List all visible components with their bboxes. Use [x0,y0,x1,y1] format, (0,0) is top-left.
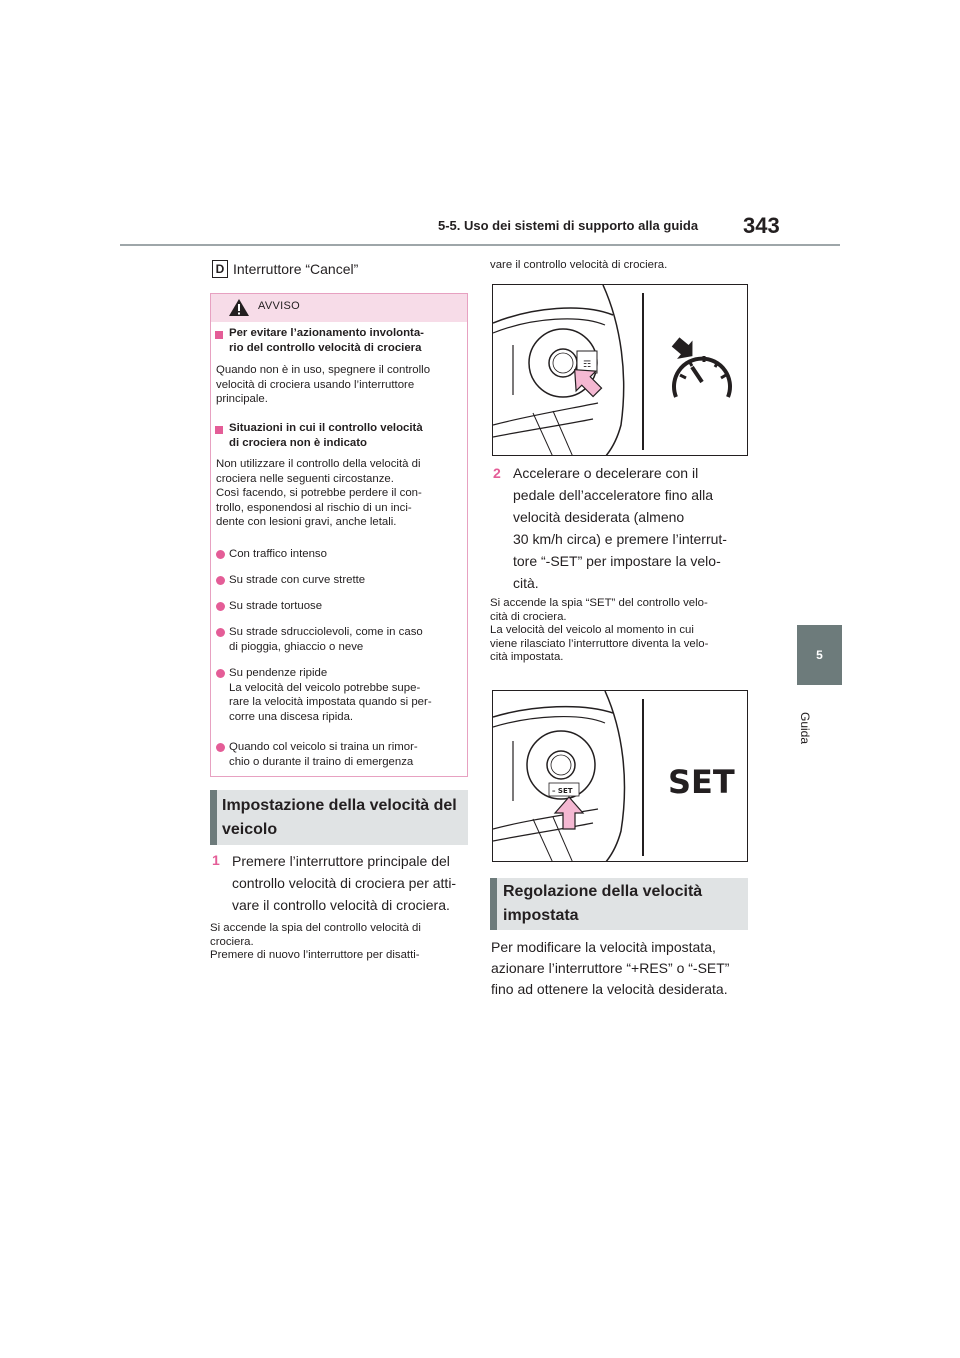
warning-paragraph: Non utilizzare il controllo della velocità di crociera nelle seguenti circostanze. Così facendo, si potrebbe perdere il con- trollo, esponendosi al rischio di un inci- dente con lesioni gravi, anche letali. [216,458,422,528]
body-paragraph: Per modificare la velocità impostata, azionare l’interruttore “+RES” o “-SET” fino ad ottenere la velocità desiderata. [491,939,730,997]
section-heading: Impostazione della velocità del veicolo [222,797,457,838]
set-indicator-text: SET [668,763,735,801]
step-text: Accelerare o decelerare con il pedale dell’acceleratore fino alla velocità desiderata (almeno 30 km/h circa) e premere l’interrut- tore “-SET” per impostare la velo- cità. [513,465,727,591]
step-text: Premere l’interruttore principale del controllo velocità di crociera per atti- vare il controllo velocità di crociera. [232,853,457,913]
square-bullet-icon [215,426,223,434]
warning-paragraph: Quando non è in uso, spegnere il controllo velocità di crociera usando l’interruttore principale. [216,364,431,405]
svg-text:☶: ☶ [583,360,592,370]
square-bullet-icon [215,331,223,339]
figure-set-switch [492,690,748,862]
item-marker-d: D [212,260,228,278]
svg-text:– SET: – SET [552,787,573,795]
warning-subheading: Per evitare l’azionamento involonta- rio del controllo velocità di crociera [229,327,424,354]
step-note: Si accende la spia “SET” del controllo velo- cità di crociera. La velocità del veicolo al momento in cui viene rilasciato l’interruttore diventa la velo- cità impostata. [490,597,709,663]
cruise-control-meter-icon [668,333,730,397]
warning-triangle-icon [228,298,250,317]
warning-subheading: Situazioni in cui il controllo velocità di crociera non è indicato [229,422,423,449]
figure-main-switch [492,284,748,456]
bullet-dot-icon [216,602,225,611]
step-note: Si accende la spia del controllo velocità di crociera. Premere di nuovo l’interruttore per disatti- [210,922,421,961]
step-number: 1 [212,852,220,868]
continued-note: vare il controllo velocità di crociera. [490,259,668,271]
arrow-up-icon [555,797,583,829]
warning-bullet: Su strade con curve strette [229,574,366,586]
section-heading-bar [490,878,497,930]
warning-title: AVVISO [258,300,300,312]
item-d-text: Interruttore “Cancel” [233,261,359,277]
chapter-title: 5-5. Uso dei sistemi di supporto alla guida [438,218,699,233]
bullet-dot-icon [216,550,225,559]
bullet-dot-icon [216,743,225,752]
bullet-dot-icon [216,576,225,585]
warning-bullet: Su pendenze ripide La velocità del veicolo potrebbe supe- rare la velocità impostata quando si per- corre una discesa ripida. [229,667,432,723]
step-number: 2 [493,465,501,481]
warning-bullet: Su strade tortuose [229,600,323,612]
warning-bullet: Quando col veicolo si traina un rimor- chio o durante il traino di emergenza [229,741,418,768]
header-divider [120,244,840,246]
bullet-dot-icon [216,669,225,678]
bullet-dot-icon [216,628,225,637]
warning-bullet: Con traffico intenso [229,548,327,560]
chapter-tab-label: Guida [798,712,812,745]
section-heading-bar [210,790,217,845]
chapter-tab[interactable]: 5 [797,625,842,685]
section-heading: Regolazione della velocità impostata [503,883,703,924]
page-number: 343 [743,213,780,238]
warning-bullet: Su strade sdrucciolevoli, come in caso di pioggia, ghiaccio o neve [229,626,423,653]
